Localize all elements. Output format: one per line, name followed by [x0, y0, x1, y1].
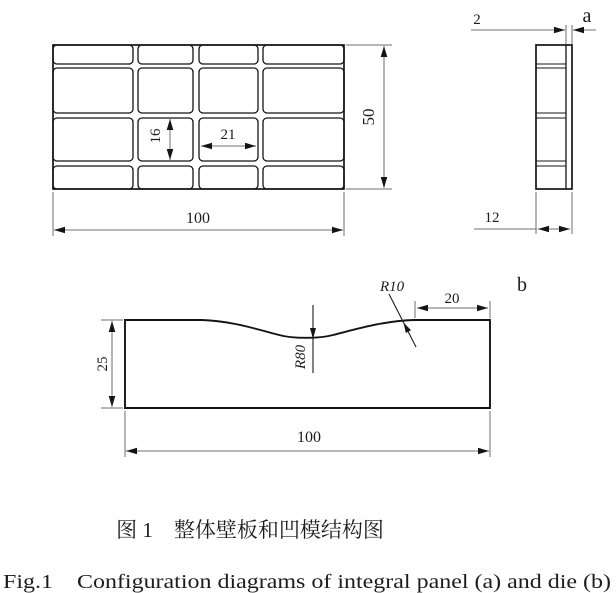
dim-die-100	[125, 411, 490, 457]
callout-r80	[293, 305, 316, 373]
die-profile	[95, 274, 527, 457]
dim-width-100	[53, 192, 344, 236]
pocket	[263, 68, 344, 113]
dim-die-20-label: 20	[444, 291, 460, 307]
pocket	[53, 118, 133, 161]
pocket	[53, 45, 133, 64]
caption-english: Fig.1 Configuration diagrams of integral panel (a) and die (b)	[3, 571, 611, 593]
pocket	[138, 45, 193, 64]
dim-height-50	[346, 45, 392, 189]
subfigure-b-label: b	[517, 274, 527, 296]
dim-skin-2	[471, 12, 596, 44]
panel-front-view	[53, 45, 392, 236]
dim-pocket-16-label: 16	[148, 128, 164, 144]
pocket	[53, 166, 133, 189]
dim-width-100-label: 100	[186, 210, 210, 227]
callout-r10-label: R10	[380, 279, 405, 295]
callout-r80-label: R80	[293, 344, 309, 370]
dim-die-25	[95, 320, 123, 408]
pocket	[263, 166, 344, 189]
dim-pocket-16	[148, 119, 170, 160]
pocket	[53, 68, 133, 113]
panel-side-view	[471, 5, 596, 234]
pocket	[199, 166, 258, 189]
caption-chinese: 图 1 整体壁板和凹模结构图	[116, 518, 384, 542]
dim-die-100-label: 100	[297, 429, 321, 446]
dim-pocket-21-label: 21	[220, 127, 236, 143]
pocket	[199, 68, 258, 113]
dim-die-25-label: 25	[95, 356, 111, 372]
panel-outline	[53, 45, 344, 189]
dim-thickness-12	[474, 192, 572, 234]
pocket	[263, 45, 344, 64]
subfigure-a-label: a	[582, 5, 592, 27]
pocket	[138, 118, 193, 161]
callout-r10	[379, 279, 416, 347]
dim-skin-2-label: 2	[473, 12, 481, 28]
pocket	[263, 118, 344, 161]
pocket	[138, 68, 193, 113]
dim-height-50-label: 50	[359, 108, 378, 126]
dim-thickness-12-label: 12	[484, 210, 500, 226]
pocket	[138, 166, 193, 189]
pocket	[199, 45, 258, 64]
dim-pocket-21	[201, 127, 256, 146]
dim-die-20	[415, 291, 490, 318]
